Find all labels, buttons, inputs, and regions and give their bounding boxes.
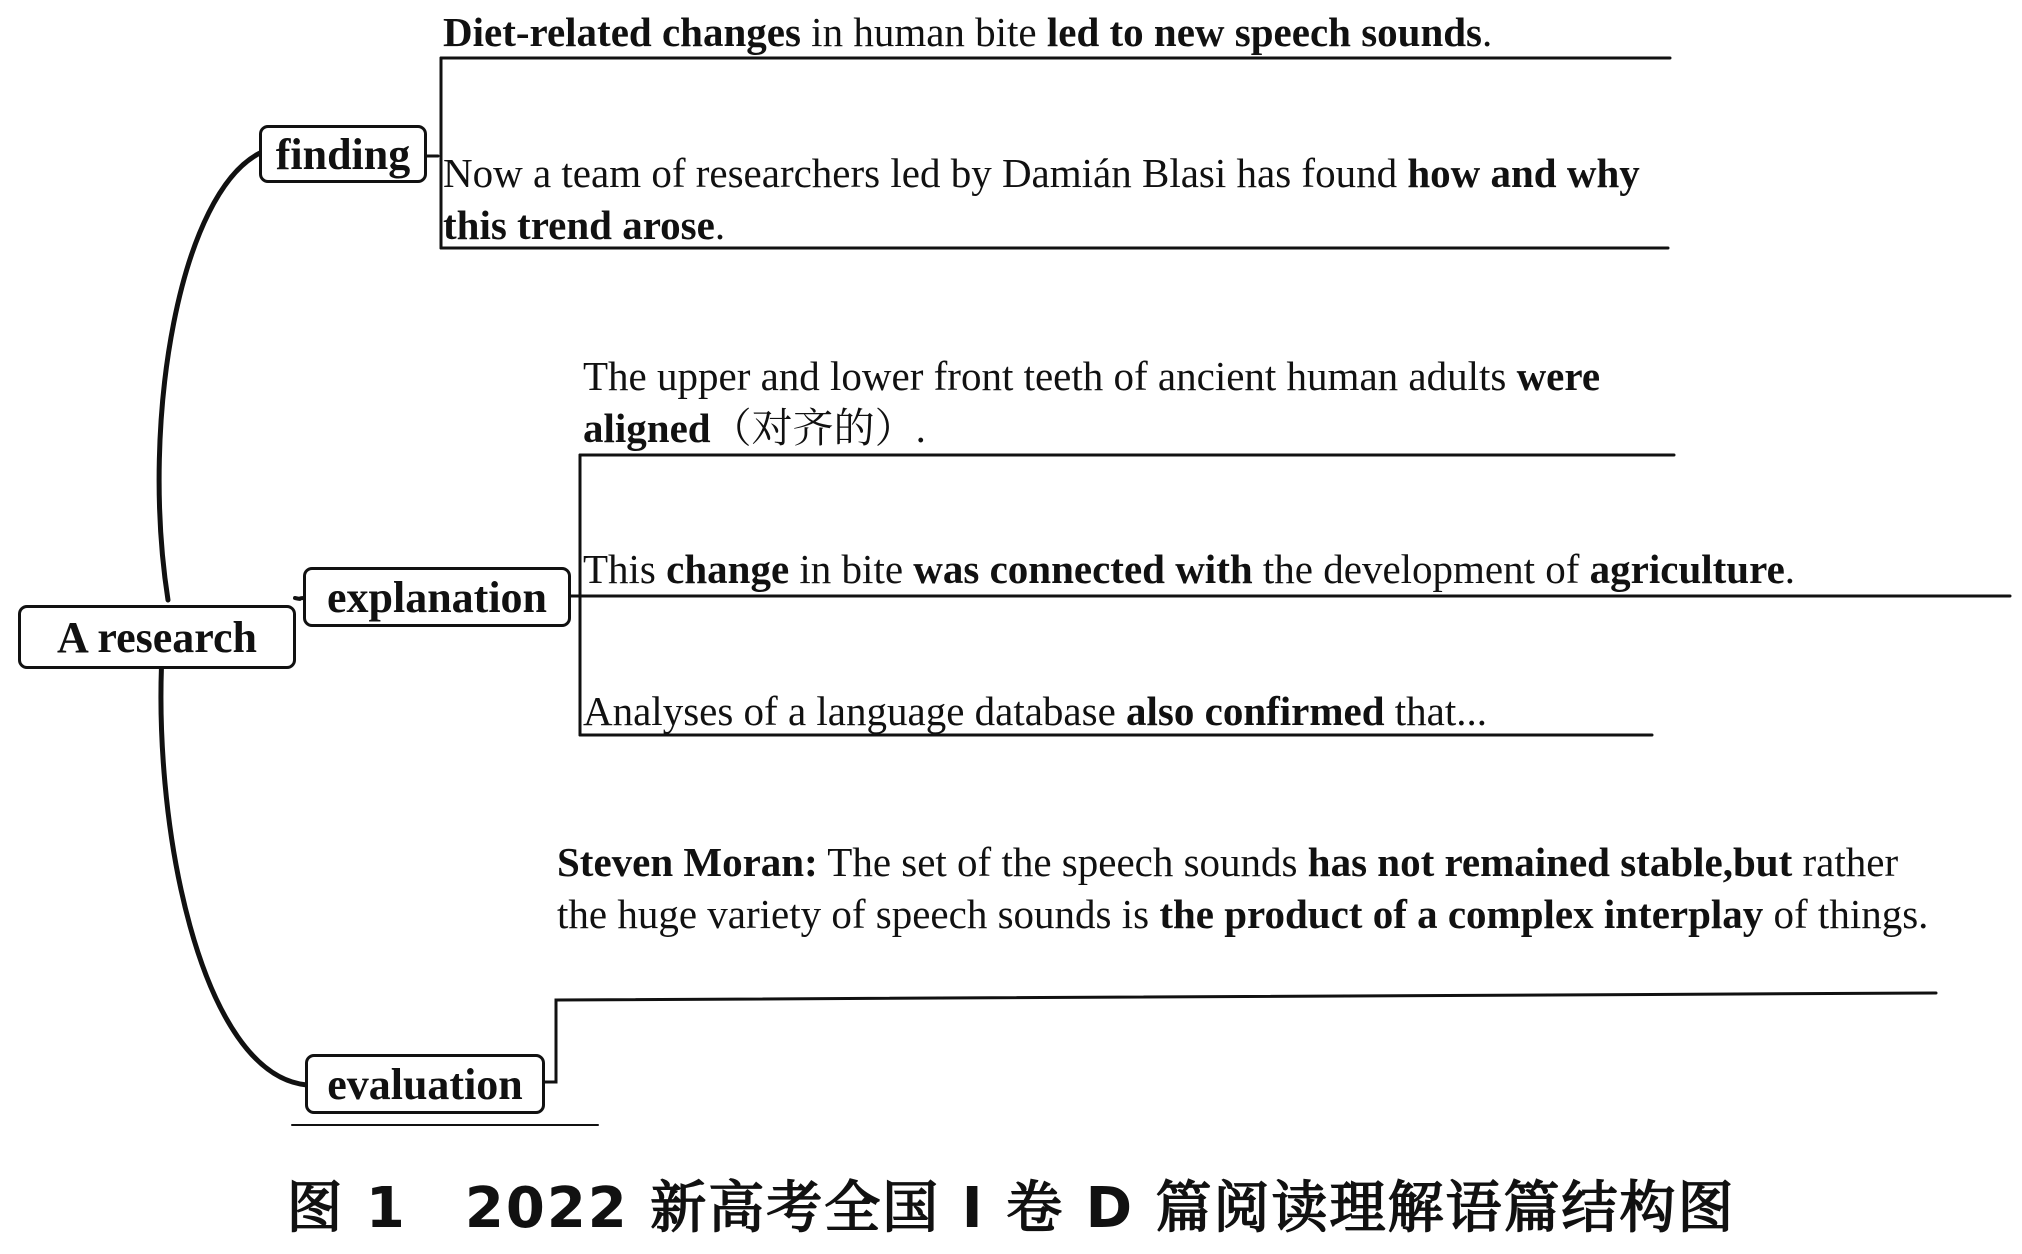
connector-root-finding <box>159 152 262 600</box>
root-node: A research <box>18 605 296 669</box>
leaf-segment: Now a team of researchers led by Damián Blasi has found <box>443 150 1408 196</box>
branch-explanation: explanation <box>303 567 571 627</box>
leaf-segment: that... <box>1384 688 1488 734</box>
leaf-segment: the development of <box>1252 546 1590 592</box>
leaf-segment: This <box>583 546 667 592</box>
leaf-bold-segment: the product of a complex interplay <box>1159 891 1764 937</box>
leaf-text <box>443 6 1683 58</box>
leaf-segment: The upper and lower front teeth of ancient human adults <box>583 353 1517 399</box>
connector-explanation-stem <box>570 455 580 735</box>
leaf-segment: in bite <box>789 546 914 592</box>
leaf-segment: of things. <box>1763 891 1929 937</box>
leaf-segment: . <box>1482 9 1493 55</box>
connector-finding-stem <box>426 58 441 248</box>
leaf-bold-segment: also confirmed <box>1126 688 1385 734</box>
leaf-text <box>557 836 1937 940</box>
leaf-segment: . <box>1784 546 1796 592</box>
leaf-segment: （对齐的）. <box>710 405 926 451</box>
leaf-bold-segment: change <box>666 546 790 592</box>
leaf-segment: rather the huge variety of speech sounds is <box>557 839 1899 937</box>
leaf-bold-segment: was connected with <box>913 546 1253 592</box>
connector-root-evaluation <box>161 638 307 1085</box>
leaf-bold-segment: Steven Moran: <box>557 839 818 885</box>
leaf-text <box>583 543 2013 595</box>
branch-evaluation: evaluation <box>305 1054 545 1114</box>
leaf-bold-segment: has not remained stable,but <box>1307 839 1793 885</box>
leaf-segment: Analyses of a language database <box>583 688 1127 734</box>
figure-caption: 图 1 2022 新高考全国 Ⅰ 卷 D 篇阅读理解语篇结构图 <box>286 1176 1736 1241</box>
leaf-text <box>443 147 1663 251</box>
leaf-bold-segment: how and why this trend arose <box>443 150 1640 248</box>
leaf-bold-segment: led to new speech sounds <box>1046 9 1483 55</box>
connector-evaluation-stem <box>545 993 1936 1082</box>
leaf-bold-segment: Diet-related changes <box>443 9 801 55</box>
leaf-bold-segment: agriculture <box>1589 546 1785 592</box>
leaf-text <box>583 685 1663 737</box>
branch-finding: finding <box>259 125 427 183</box>
leaf-bold-segment: were aligned <box>583 353 1601 451</box>
leaf-segment: in human bite <box>800 9 1047 55</box>
leaf-text <box>583 350 1663 454</box>
leaf-segment: The set of the speech sounds <box>817 839 1308 885</box>
leaf-segment: . <box>714 202 726 248</box>
